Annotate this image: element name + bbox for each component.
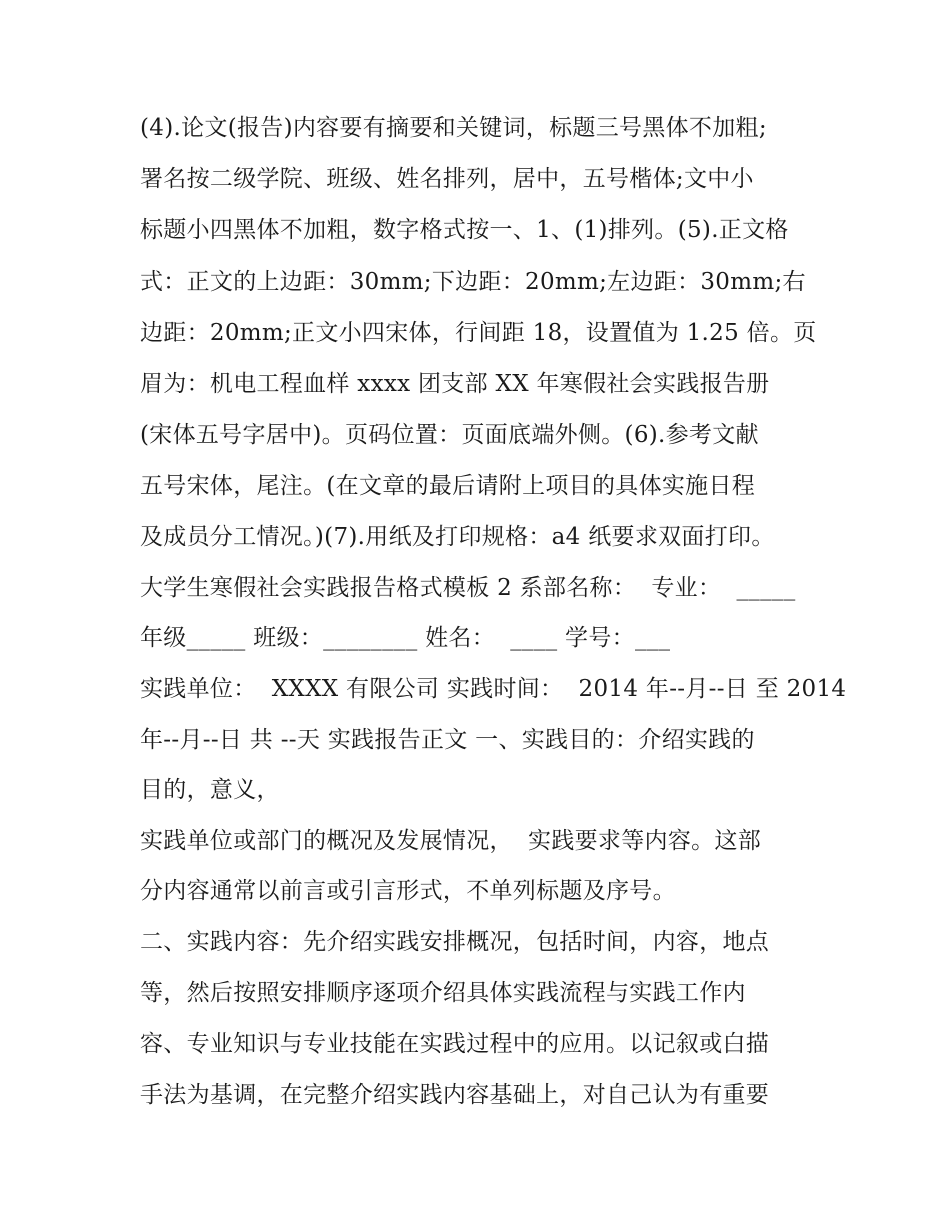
text-line: 署名按二级学院、班级、姓名排列，居中，五号楷体;文中小 (140, 166, 754, 192)
text-line: 式：正文的上边距：30mm;下边距：20mm;左边距：30mm;右 (140, 269, 806, 295)
text-line: 实践单位： XXXX 有限公司 实践时间： 2014 年--月--日 至 2014 (140, 676, 847, 702)
text-line: 年--月--日 共 --天 实践报告正文 一、实践目的：介绍实践的 (140, 727, 755, 753)
text-line: (宋体五号字居中)。页码位置：页面底端外侧。(6).参考文献 (140, 422, 759, 448)
text-line: 目的，意义， (140, 777, 280, 803)
text-line: 大学生寒假社会实践报告格式模板 2 系部名称： 专业： _____ (140, 575, 796, 601)
text-line: 年级_____ 班级：________ 姓名： ____ 学号：___ (140, 625, 671, 651)
text-line: 实践单位或部门的概况及发展情况， 实践要求等内容。这部 (140, 828, 762, 854)
text-line: 等，然后按照安排顺序逐项介绍具体实践流程与实践工作内 (140, 980, 746, 1006)
text-line: 五号宋体，尾注。(在文章的最后请附上项目的具体实施日程 (140, 473, 756, 499)
text-line: 二、实践内容：先介绍实践安排概况，包括时间，内容，地点 (140, 929, 770, 955)
text-line: 容、专业知识与专业技能在实践过程中的应用。以记叙或白描 (140, 1031, 770, 1057)
text-line: (4).论文(报告)内容要有摘要和关键词，标题三号黑体不加粗; (140, 115, 767, 141)
text-line: 及成员分工情况。)(7).用纸及打印规格：a4 纸要求双面打印。 (140, 524, 775, 550)
text-line: 眉为：机电工程血样 xxxx 团支部 XX 年寒假社会实践报告册 (140, 371, 770, 397)
text-line: 边距：20mm;正文小四宋体，行间距 18，设置值为 1.25 倍。页 (140, 320, 817, 346)
text-line: 标题小四黑体不加粗，数字格式按一、1、(1)排列。(5).正文格 (140, 217, 789, 243)
text-line: 分内容通常以前言或引言形式，不单列标题及序号。 (140, 878, 676, 904)
text-line: 手法为基调，在完整介绍实践内容基础上，对自己认为有重要 (140, 1082, 770, 1108)
